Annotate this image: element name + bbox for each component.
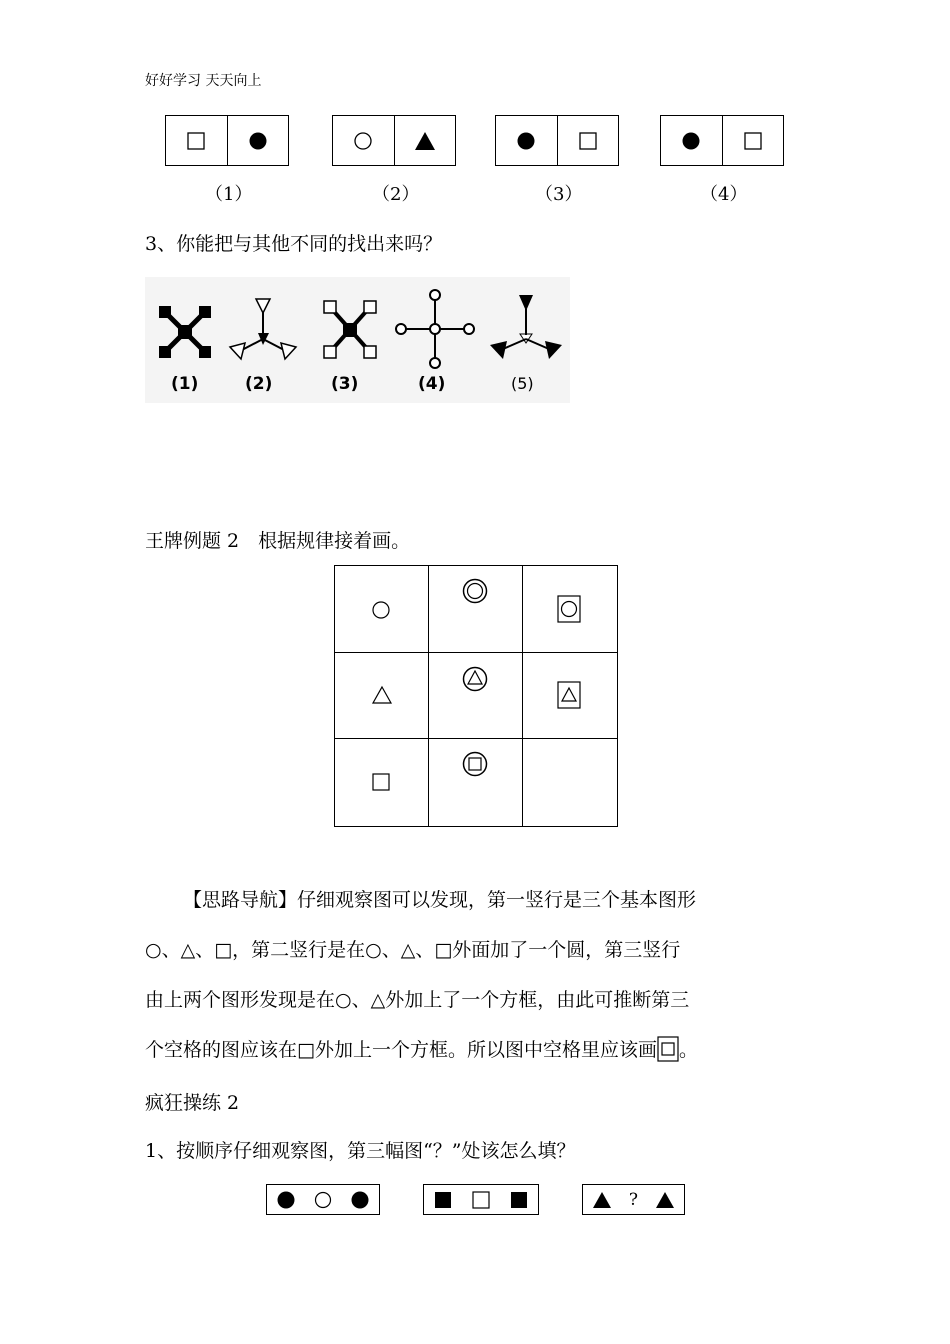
triangle-in-circle-icon xyxy=(462,666,488,692)
option-label-3: （3） xyxy=(535,184,583,205)
option-box-4 xyxy=(660,115,784,166)
square-outline-icon xyxy=(472,1191,490,1209)
figure-2-icon xyxy=(230,299,296,359)
square-outline-icon xyxy=(166,116,227,165)
figure-3-icon xyxy=(324,301,376,358)
figure-1-icon xyxy=(159,306,211,358)
sequence-box-3 xyxy=(582,1184,685,1215)
square-in-circle-icon xyxy=(462,751,488,777)
square-outline-icon xyxy=(557,116,619,165)
pattern-grid xyxy=(334,565,618,827)
option-label-1: （1） xyxy=(205,184,253,205)
page-header: 好好学习 天天向上 xyxy=(145,73,262,89)
figure-label-4: (4) xyxy=(418,374,446,394)
triangle-icon xyxy=(371,685,393,705)
square-outline-icon xyxy=(722,116,784,165)
triangle-in-square-icon xyxy=(557,681,581,709)
triangle-filled-icon xyxy=(394,116,456,165)
grid-cell xyxy=(335,653,429,740)
option-label-2: （2） xyxy=(372,184,420,205)
explanation-paragraph xyxy=(145,875,825,1075)
explanation-line: 【思路导航】仔细观察图可以发现，第一竖行是三个基本图形 xyxy=(183,889,697,911)
grid-cell xyxy=(335,566,429,653)
square-filled-icon xyxy=(434,1191,452,1209)
grid-cell xyxy=(523,653,617,740)
sequence-box-2 xyxy=(423,1184,539,1215)
explanation-line: 由上两个图形发现是在○、△外加上了一个方框，由此可推断第三 xyxy=(145,989,690,1011)
figure-label-5: (5) xyxy=(511,374,534,393)
grid-cell xyxy=(523,566,617,653)
question-3: 3、你能把与其他不同的找出来吗？ xyxy=(145,233,443,255)
circle-outline-icon xyxy=(313,1190,333,1210)
triangle-filled-icon xyxy=(655,1191,675,1209)
circle-in-square-icon xyxy=(557,595,581,623)
figure-label-3: (3) xyxy=(331,374,359,394)
option-box-3 xyxy=(495,115,619,166)
practice-question-1: 1、按顺序仔细观察图，第三幅图“？”处该怎么填？ xyxy=(145,1140,576,1162)
explanation-line: ○、△、□，第二竖行是在○、△、□外面加了一个圆，第三竖行 xyxy=(145,939,681,961)
example-2-title: 王牌例题 2 根据规律接着画。 xyxy=(145,530,411,552)
question-mark: ? xyxy=(628,1189,639,1210)
circle-filled-icon xyxy=(276,1190,296,1210)
odd-one-out-figures xyxy=(145,277,570,403)
circle-filled-icon xyxy=(496,116,557,165)
practice-2-title: 疯狂操练 2 xyxy=(145,1092,240,1114)
triangle-filled-icon xyxy=(592,1191,612,1209)
grid-cell xyxy=(429,566,523,653)
square-filled-icon xyxy=(510,1191,528,1209)
sequence-box-1 xyxy=(266,1184,380,1215)
option-label-4: （4） xyxy=(700,184,748,205)
figure-label-2: (2) xyxy=(245,374,273,394)
figure-5-icon xyxy=(490,295,562,359)
circle-filled-icon xyxy=(661,116,722,165)
circle-outline-icon xyxy=(333,116,394,165)
square-icon xyxy=(372,773,390,791)
circle-filled-icon xyxy=(227,116,289,165)
grid-cell xyxy=(429,653,523,740)
explanation-line: 个空格的图应该在□外加上一个方框。所以图中空格里应该画 。 xyxy=(145,1025,825,1075)
figure-4-icon xyxy=(396,290,474,368)
circle-in-circle-icon xyxy=(462,578,488,604)
grid-cell xyxy=(429,739,523,826)
grid-cell-empty xyxy=(523,739,617,826)
option-box-2 xyxy=(332,115,456,166)
option-box-1 xyxy=(165,115,289,166)
grid-cell xyxy=(335,739,429,826)
square-in-square-icon xyxy=(657,1036,679,1062)
circle-filled-icon xyxy=(350,1190,370,1210)
figure-label-1: (1) xyxy=(171,374,199,394)
circle-icon xyxy=(371,600,391,620)
